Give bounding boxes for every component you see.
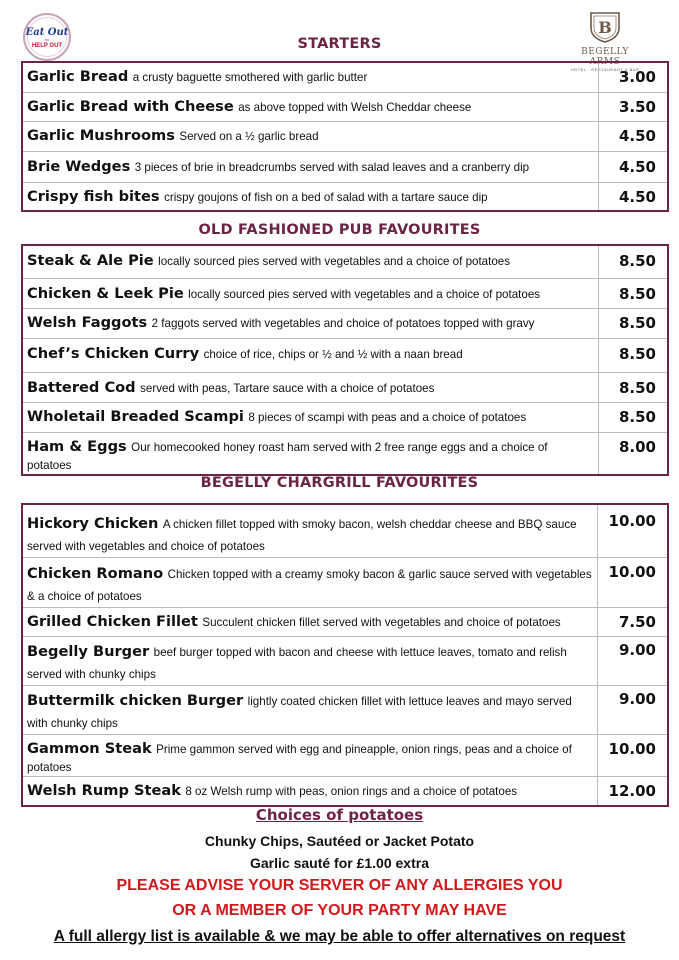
- item-name: Garlic Bread: [27, 68, 129, 85]
- allergy-warning-line-2: OR A MEMBER OF YOUR PARTY MAY HAVE: [172, 902, 507, 919]
- menu-item-row: [22, 432, 668, 475]
- item-price: 4.50: [598, 151, 668, 182]
- item-name: Steak & Ale Pie: [27, 252, 154, 269]
- item-price: 3.50: [598, 92, 668, 121]
- menu-item-row: [22, 62, 668, 92]
- menu-item-row: [22, 637, 668, 686]
- item-price: 10.00: [598, 735, 668, 777]
- item-name: Ham & Eggs: [27, 437, 127, 455]
- item-description: Our homecooked honey roast ham served with 2 free range eggs and a choice of potatoes: [27, 440, 548, 472]
- item-description: 2 faggots served with vegetables and choice of potatoes topped with gravy: [151, 316, 535, 330]
- menu-item-row: [22, 608, 668, 637]
- item-price: 8.50: [598, 338, 668, 372]
- item-description: choice of rice, chips or ½ and ½ with a naan bread: [203, 347, 463, 361]
- item-price: 10.00: [598, 504, 668, 558]
- item-name: Buttermilk chicken Burger: [27, 692, 244, 709]
- item-description: 8 oz Welsh rump with peas, onion rings and a choice of potatoes: [185, 785, 518, 798]
- menu-item-row: [22, 558, 668, 608]
- potato-choices-title: Choices of potatoes: [255, 806, 424, 824]
- item-name: Welsh Faggots: [27, 313, 148, 331]
- item-description: served with peas, Tartare sauce with a choice of potatoes: [140, 381, 435, 395]
- item-name: Chicken & Leek Pie: [27, 284, 184, 302]
- item-price: 8.50: [598, 372, 668, 402]
- item-price: 7.50: [598, 608, 668, 637]
- item-price: 12.00: [608, 782, 656, 800]
- item-name: Begelly Burger: [27, 643, 150, 660]
- section-title-chargrill: BEGELLY CHARGRILL FAVOURITES: [200, 475, 479, 491]
- item-description: crispy goujons of fish on a bed of salad with a tartare sauce dip: [164, 190, 488, 204]
- item-name: Battered Cod: [27, 378, 136, 396]
- menu-item-row: [22, 151, 668, 182]
- item-price: 10.00: [598, 558, 668, 608]
- item-description: Prime gammon served with egg and pineapple, onion rings, peas and a choice of potatoes: [27, 743, 572, 774]
- logo-subtitle: HOTEL · RESTAURANT & BAR: [570, 67, 640, 72]
- item-name: Crispy fish bites: [27, 187, 160, 205]
- menu-item-row: [22, 92, 668, 121]
- svg-text:B: B: [598, 18, 612, 37]
- section-title-pub-favourites: OLD FASHIONED PUB FAVOURITES: [198, 222, 481, 238]
- menu-item-row: [22, 735, 668, 777]
- potato-extra: Garlic sauté for £1.00 extra: [250, 855, 429, 871]
- pub-favourites-table: [21, 244, 669, 476]
- svg-text:HELP OUT: HELP OUT: [31, 43, 63, 49]
- item-price: 4.50: [618, 187, 656, 206]
- item-name: Gammon Steak: [27, 740, 152, 757]
- allergy-list-notice: A full allergy list is available & we may be able to offer alternatives on request: [53, 928, 626, 945]
- potato-options: Chunky Chips, Sautéed or Jacket Potato: [204, 833, 475, 849]
- item-description: Served on a ½ garlic bread: [179, 129, 319, 143]
- item-description: 3 pieces of brie in breadcrumbs served with salad leaves and a cranberry dip: [134, 160, 530, 174]
- menu-item-row: [22, 338, 668, 372]
- item-name: Wholetail Breaded Scampi: [27, 407, 244, 425]
- menu-item-row: [22, 777, 668, 806]
- item-name: Grilled Chicken Fillet: [27, 613, 198, 630]
- item-name: Chicken Romano: [27, 565, 164, 582]
- logo-name: BEGELLY ARMS: [581, 47, 629, 67]
- menu-item-row: [22, 504, 668, 558]
- menu-item-row: [22, 402, 668, 432]
- starters-table: [21, 61, 669, 212]
- item-price: 8.00: [618, 437, 656, 456]
- item-price: 8.50: [598, 308, 668, 338]
- item-description: Succulent chicken fillet served with vegetables and choice of potatoes: [202, 616, 561, 629]
- menu-item-row: [22, 121, 668, 151]
- item-price: 9.00: [598, 686, 668, 735]
- item-price: 9.00: [598, 637, 668, 686]
- menu-item-row: [22, 308, 668, 338]
- item-name: Garlic Bread with Cheese: [27, 97, 234, 115]
- item-price: 8.50: [598, 402, 668, 432]
- allergy-warning-line-1: PLEASE ADVISE YOUR SERVER OF ANY ALLERGIES YOU: [116, 877, 563, 894]
- menu-item-row: [22, 245, 668, 278]
- svg-text:to: to: [45, 37, 49, 42]
- item-price: 8.50: [598, 245, 668, 278]
- item-description: a crusty baguette smothered with garlic butter: [132, 71, 368, 84]
- item-name: Garlic Mushrooms: [27, 126, 175, 144]
- menu-item-row: [22, 686, 668, 735]
- item-description: A chicken fillet topped with smoky bacon, welsh cheddar cheese and BBQ sauce served with vegetables and choice of potatoes: [27, 518, 577, 553]
- item-name: Chef’s Chicken Curry: [27, 344, 200, 362]
- menu-item-row: [22, 278, 668, 308]
- item-description: locally sourced pies served with vegetables and a choice of potatoes: [188, 287, 541, 301]
- menu-item-row: [22, 182, 668, 211]
- item-name: Hickory Chicken: [27, 515, 159, 532]
- item-price: 8.50: [598, 278, 668, 308]
- item-price: 4.50: [598, 121, 668, 151]
- chargrill-table: [21, 503, 669, 807]
- item-description: as above topped with Welsh Cheddar cheese: [238, 100, 472, 114]
- item-description: beef burger topped with bacon and cheese with lettuce leaves, tomato and relish served with chunky chips: [27, 646, 567, 681]
- item-price: 3.00: [598, 62, 668, 92]
- item-name: Brie Wedges: [27, 157, 131, 175]
- item-description: 8 pieces of scampi with peas and a choice of potatoes: [248, 410, 527, 424]
- item-description: lightly coated chicken fillet with lettuce leaves and mayo served with chunky chips: [27, 695, 572, 730]
- item-name: Welsh Rump Steak: [27, 782, 181, 799]
- menu-item-row: [22, 372, 668, 402]
- logo-eat-out-text: Eat Out: [25, 27, 69, 38]
- section-title-starters: STARTERS: [297, 36, 382, 52]
- item-description: locally sourced pies served with vegetables and a choice of potatoes: [158, 255, 511, 268]
- item-description: Chicken topped with a creamy smoky bacon & garlic sauce served with vegetables & a choice of potatoes: [27, 568, 592, 603]
